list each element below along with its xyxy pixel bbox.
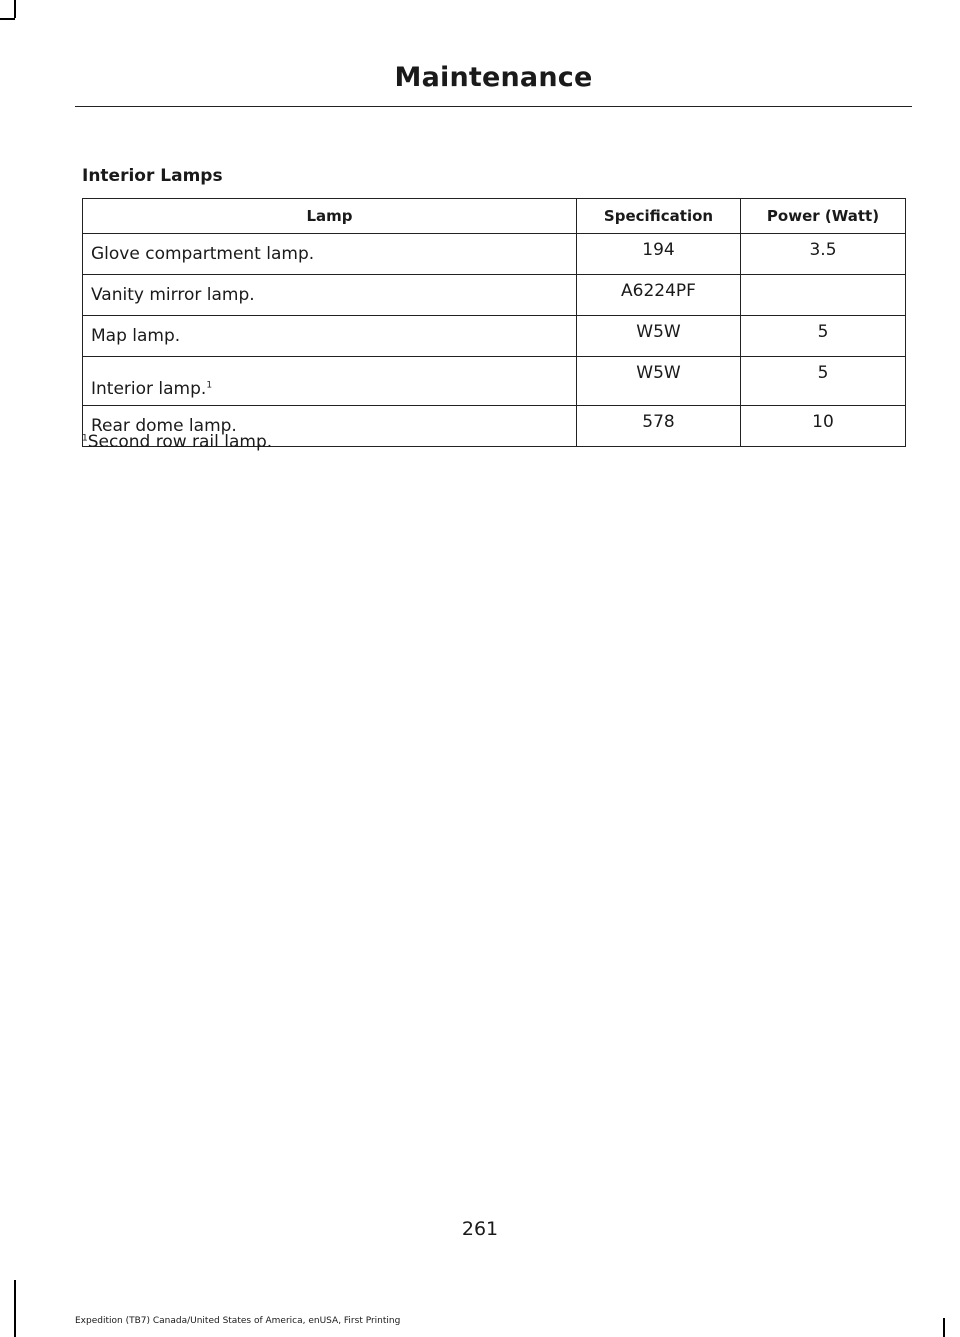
lamp-label: Interior lamp. [91,379,207,399]
power-cell [741,275,906,316]
table-row [83,234,906,275]
specification-cell: W5W [577,357,741,406]
lamp-cell [83,357,577,406]
table-row [83,357,906,406]
footnote-reference: 1 [206,380,213,391]
interior-lamps-table [82,198,906,447]
specification-cell: A6224PF [577,275,741,316]
table-row [83,316,906,357]
lamp-cell: Glove compartment lamp. [83,234,577,275]
power-cell: 10 [741,406,906,447]
lamp-cell: Rear dome lamp. [83,406,577,447]
column-header-power: Power (Watt) [741,199,906,234]
section-title: Interior Lamps [82,166,223,186]
column-header-specification: Specification [577,199,741,234]
footnote-marker: 1 [82,433,88,444]
table-row [83,275,906,316]
power-cell: 5 [741,316,906,357]
specification-cell: W5W [577,316,741,357]
table-header-row [83,199,906,234]
power-cell: 5 [741,357,906,406]
crop-mark-top-left-horizontal [0,18,15,20]
footer-text: Expedition (TB7) Canada/United States of America, enUSA, First Printing [75,1316,401,1326]
page-title: Maintenance [394,62,593,93]
crop-mark-top-left-vertical [14,0,16,18]
specification-cell: 578 [577,406,741,447]
power-cell: 3.5 [741,234,906,275]
column-header-lamp: Lamp [83,199,577,234]
footnote-text: Second row rail lamp. [87,432,273,452]
lamp-cell: Vanity mirror lamp. [83,275,577,316]
specification-cell: 194 [577,234,741,275]
page-number: 261 [461,1218,499,1240]
page-header [75,60,912,107]
crop-mark-bottom-left-vertical [14,1280,16,1337]
crop-mark-bottom-right-vertical [943,1318,945,1337]
table-footnote [82,432,272,452]
lamp-cell: Map lamp. [83,316,577,357]
